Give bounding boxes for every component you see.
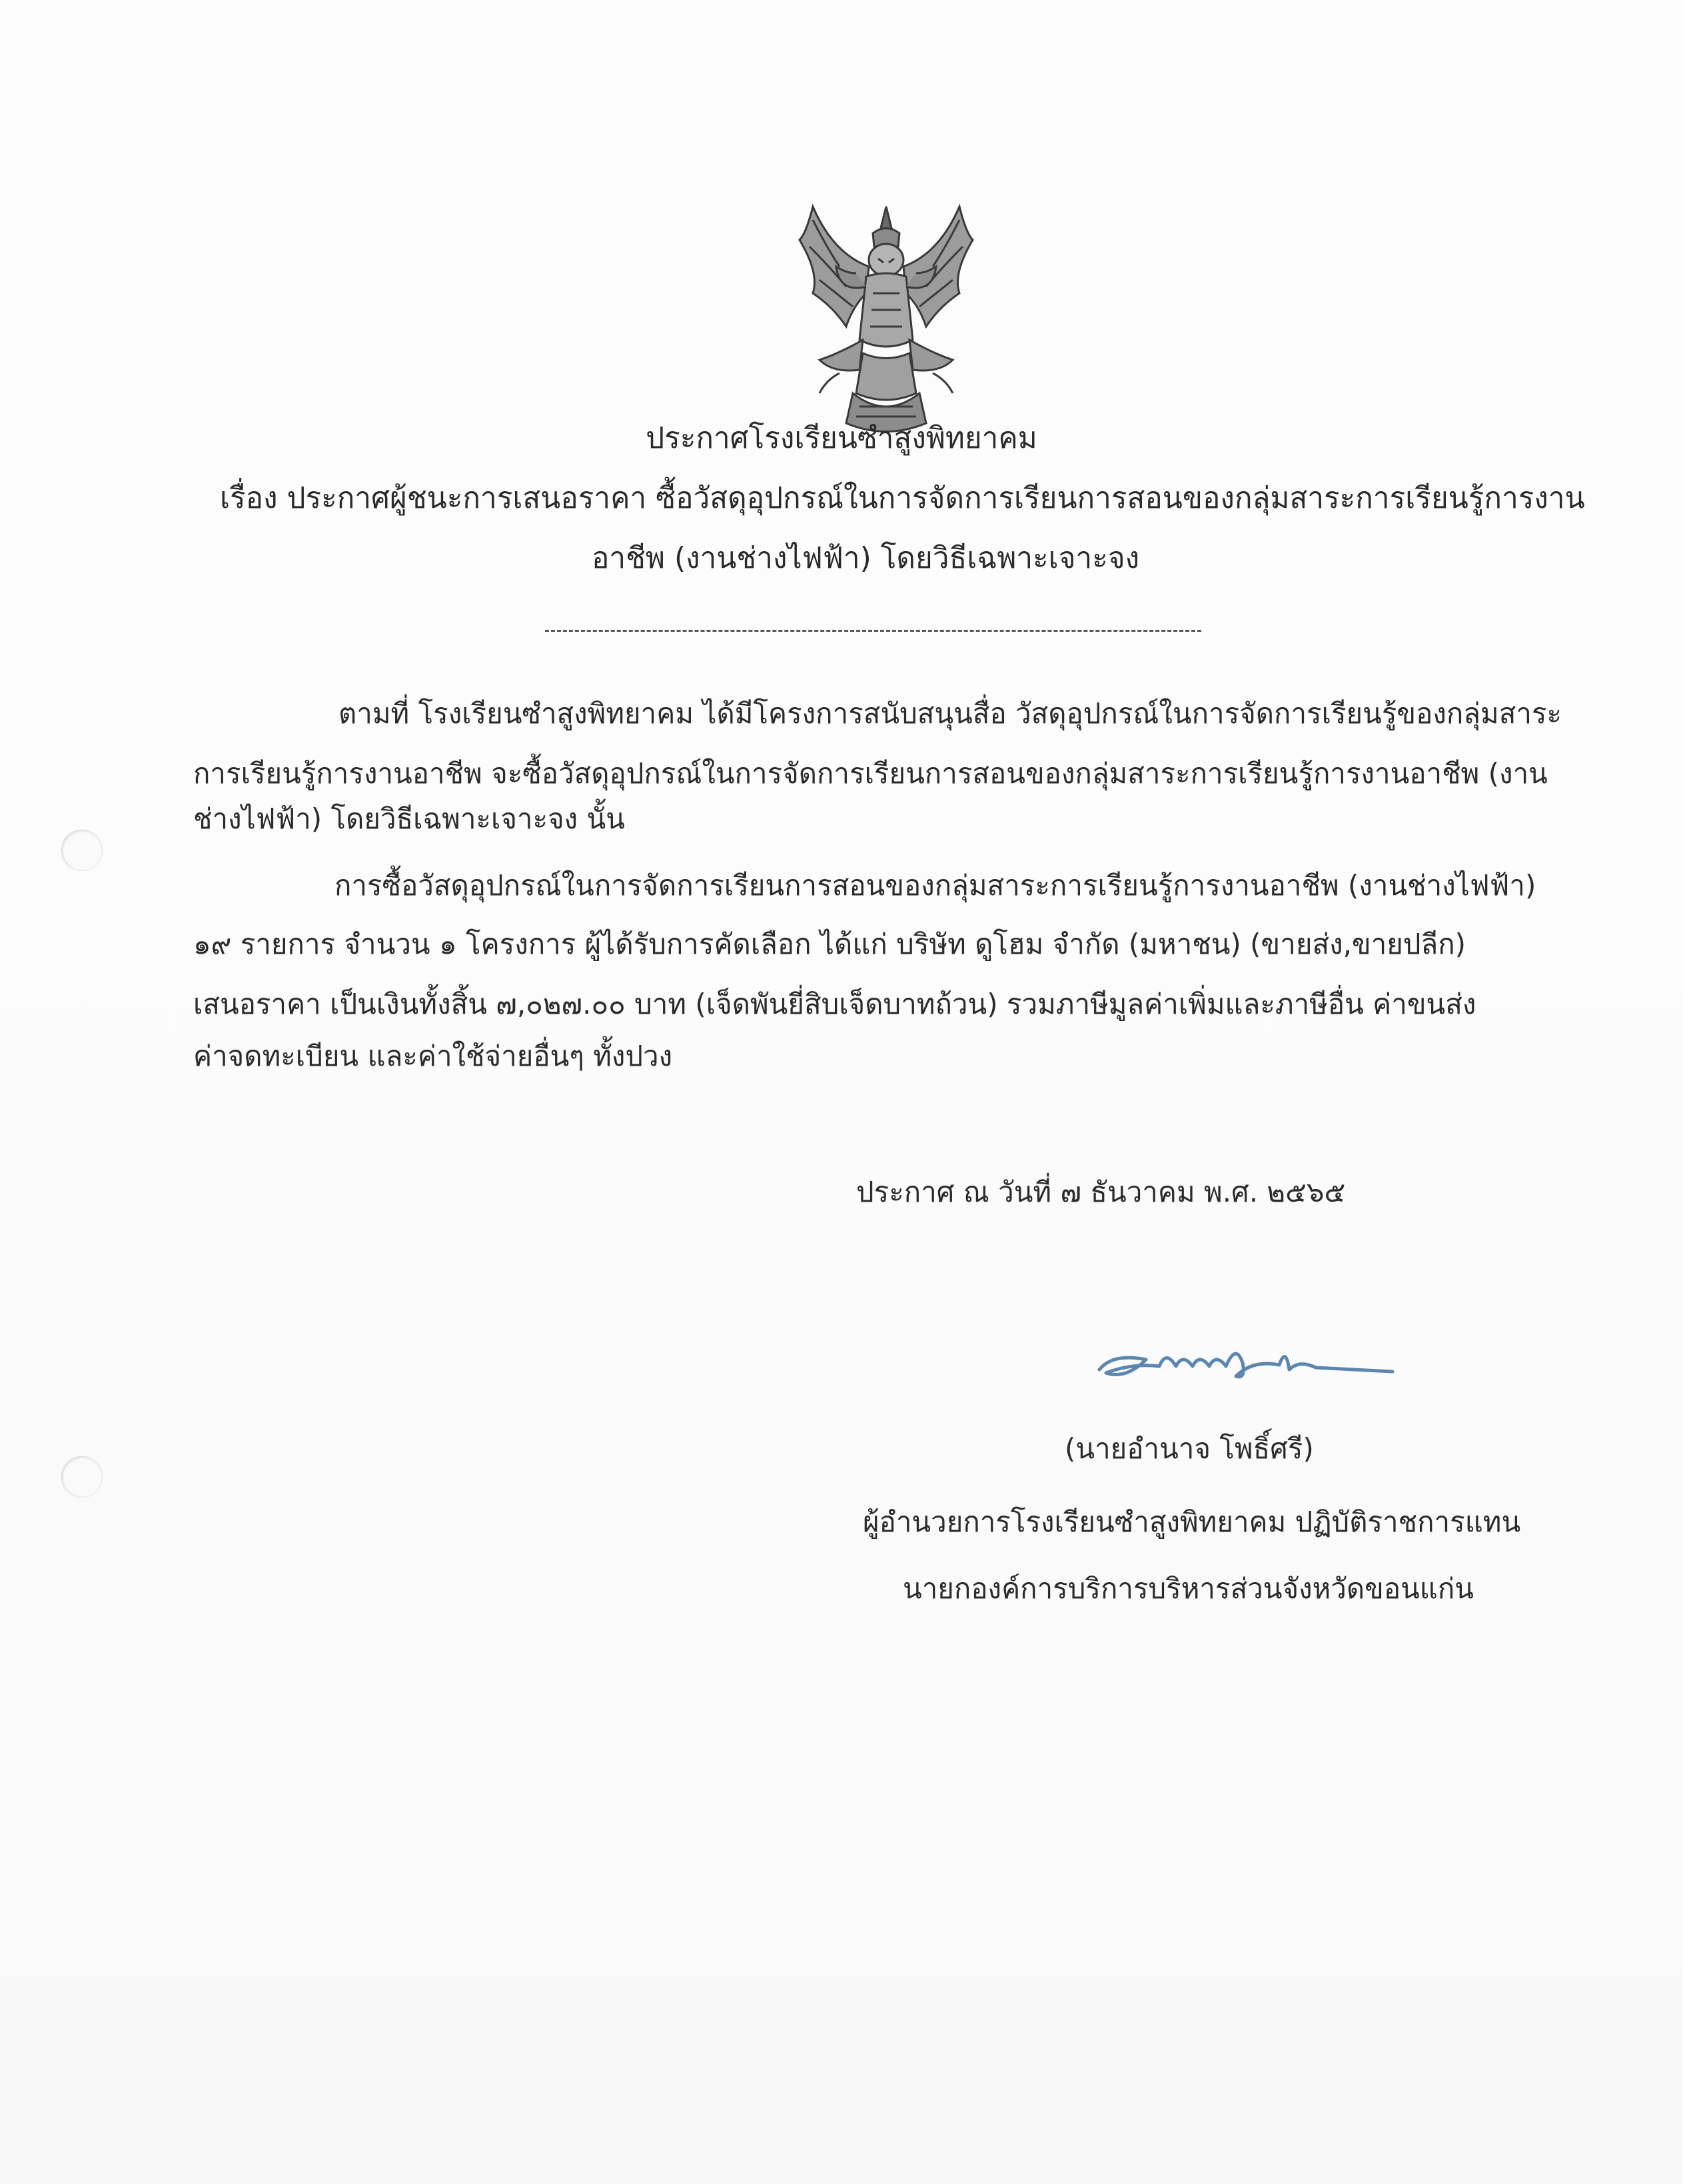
- signatory-name: (นายอำนาจ โพธิ์ศรี): [1065, 1432, 1314, 1465]
- paragraph-1-line-3: ช่างไฟฟ้า) โดยวิธีเฉพาะเจาะจง นั้น: [193, 802, 625, 835]
- title-divider: [545, 630, 1201, 632]
- signatory-position-line-1: ผู้อำนวยการโรงเรียนซำสูงพิทยาคม ปฏิบัติราชการแทน: [863, 1506, 1521, 1538]
- signatory-position-line-2: นายกองค์การบริการบริหารส่วนจังหวัดขอนแก่น: [903, 1572, 1474, 1605]
- paragraph-2-line-4: ค่าจดทะเบียน และค่าใช้จ่ายอื่นๆ ทั้งปวง: [193, 1040, 673, 1072]
- punch-hole-bottom: [61, 1456, 103, 1498]
- subject-line-2: อาชีพ (งานช่างไฟฟ้า) โดยวิธีเฉพาะเจาะจง: [592, 541, 1140, 575]
- garuda-emblem: [773, 193, 999, 440]
- punch-hole-top: [61, 830, 103, 871]
- announcement-date: ประกาศ ณ วันที่ ๗ ธันวาคม พ.ศ. ๒๕๖๕: [856, 1176, 1346, 1208]
- handwritten-signature: [1086, 1333, 1399, 1393]
- subject-line-1: เรื่อง ประกาศผู้ชนะการเสนอราคา ซื้อวัสดุอุปกรณ์ในการจัดการเรียนการสอนของกลุ่มสาระการเรียนรู้การงาน: [220, 481, 1585, 515]
- paragraph-2-line-3: เสนอราคา เป็นเงินทั้งสิ้น ๗,๐๒๗.๐๐ บาท (เจ็ดพันยี่สิบเจ็ดบาทถ้วน) รวมภาษีมูลค่าเพิ่มและภาษีอื่น ค่าขนส่ง: [193, 988, 1476, 1020]
- paragraph-2-line-2: ๑๙ รายการ จำนวน ๑ โครงการ ผู้ได้รับการคัดเลือก ได้แก่ บริษัท ดูโฮม จำกัด (มหาชน) (ขายส่ง,ขายปลีก): [193, 928, 1466, 960]
- announcement-title: ประกาศโรงเรียนซำสูงพิทยาคม: [646, 421, 1037, 455]
- paragraph-1-line-1: ตามที่ โรงเรียนซำสูงพิทยาคม ได้มีโครงการสนับสนุนสื่อ วัสดุอุปกรณ์ในการจัดการเรียนรู้ของกลุ่มสาระ: [338, 697, 1562, 730]
- paragraph-2-line-1: การซื้อวัสดุอุปกรณ์ในการจัดการเรียนการสอนของกลุ่มสาระการเรียนรู้การงานอาชีพ (งานช่างไฟฟ้า): [334, 869, 1536, 902]
- paragraph-1-line-2: การเรียนรู้การงานอาชีพ จะซื้อวัสดุอุปกรณ์ในการจัดการเรียนการสอนของกลุ่มสาระการเรียนรู้การงานอาชีพ (งาน: [193, 757, 1548, 790]
